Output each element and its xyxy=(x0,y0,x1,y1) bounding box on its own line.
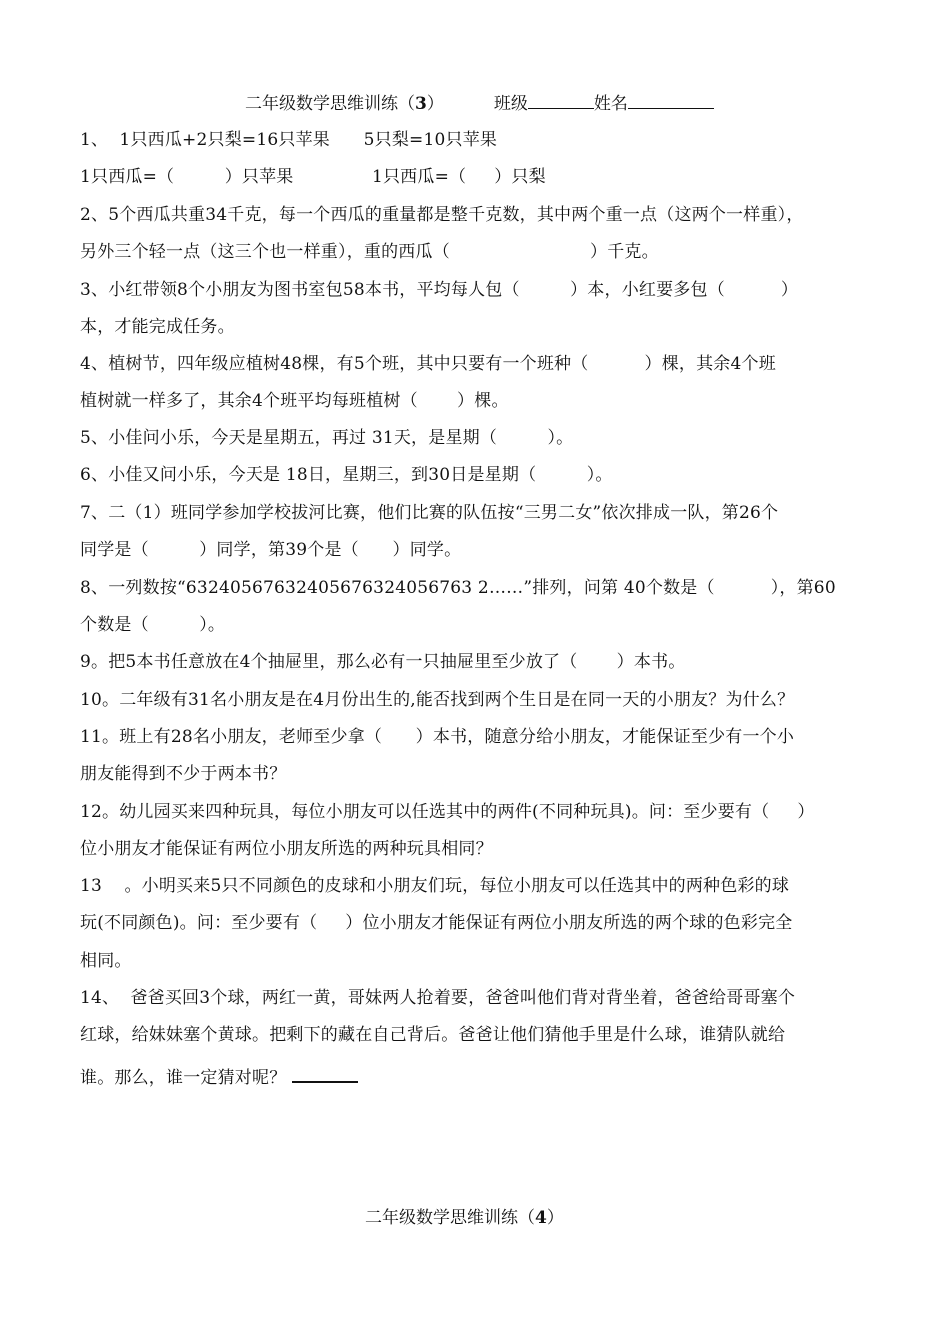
question-line: 相同。 xyxy=(80,951,132,971)
question-line: 植树就一样多了，其余4个班平均每班植树（ ）棵。 xyxy=(80,391,509,411)
question-line: 1只西瓜=（ ）只苹果 1只西瓜=（ ）只梨 xyxy=(80,167,546,187)
question-line: 朋友能得到不少于两本书？ xyxy=(80,764,287,784)
next-title-number: 4 xyxy=(535,1208,547,1228)
question-line: 12。幼儿园买来四种玩具，每位小朋友可以任选其中的两件(不同种玩具)。问：至少要有（ ） xyxy=(80,802,815,822)
class-label: 班级 xyxy=(493,94,528,114)
worksheet-header xyxy=(245,92,714,114)
worksheet-title-close: ） xyxy=(426,94,444,114)
question-line: 个数是（ ）。 xyxy=(80,615,226,635)
name-label: 姓名 xyxy=(593,94,628,114)
next-title-close: ） xyxy=(546,1208,564,1228)
question-line: 4、植树节，四年级应植树48棵，有5个班，其中只要有一个班种（ ）棵，其余4个班 xyxy=(80,354,776,374)
question-line: 7、二（1）班同学参加学校拔河比赛，他们比赛的队伍按“三男二女”依次排成一队，第26个 xyxy=(80,503,779,523)
question-line: 同学是（ ）同学，第39个是（ ）同学。 xyxy=(80,540,462,560)
question-line: 3、小红带领8个小朋友为图书室包58本书，平均每人包（ ）本，小红要多包（ ） xyxy=(80,280,799,300)
question-line: 位小朋友才能保证有两位小朋友所选的两种玩具相同？ xyxy=(80,839,493,859)
question-line: 10。二年级有31名小朋友是在4月份出生的,能否找到两个生日是在同一天的小朋友？为什么？ xyxy=(80,690,795,710)
question-line: 2、5个西瓜共重34千克，每一个西瓜的重量都是整千克数，其中两个重一点（这两个一样重）， xyxy=(80,205,804,225)
question-line: 本，才能完成任务。 xyxy=(80,317,235,337)
question-line: 另外三个轻一点（这三个也一样重），重的西瓜（ ）千克。 xyxy=(80,242,659,262)
question-line: 13 。小明买来5只不同颜色的皮球和小朋友们玩，每位小朋友可以任选其中的两种色彩的球 xyxy=(80,876,790,896)
question-line-last xyxy=(80,1063,880,1088)
next-worksheet-title xyxy=(365,1208,564,1228)
question-line: 玩(不同颜色)。问：至少要有（ ）位小朋友才能保证有两位小朋友所选的两个球的色彩完全 xyxy=(80,913,793,933)
question-line: 11。班上有28名小朋友，老师至少拿（ ）本书，随意分给小朋友，才能保证至少有一个小 xyxy=(80,727,795,747)
answer-blank[interactable] xyxy=(292,1063,358,1083)
question-line: 8、一列数按“63240567632405676324056763 2……”排列，问第 40个数是（ ），第60 xyxy=(80,578,836,598)
worksheet-title-number: 3 xyxy=(415,94,427,114)
worksheet-title: 二年级数学思维训练（ xyxy=(245,94,415,114)
question-line: 14、 爸爸买回3个球，两红一黄，哥妹两人抢着要，爸爸叫他们背对背坐着，爸爸给哥哥塞个 xyxy=(80,988,796,1008)
next-title-text: 二年级数学思维训练（ xyxy=(365,1208,535,1228)
question-line: 红球，给妹妹塞个黄球。把剩下的藏在自己背后。爸爸让他们猜他手里是什么球，谁猜队就给 xyxy=(80,1025,786,1045)
question-line: 9。把5本书任意放在4个抽屉里，那么必有一只抽屉里至少放了（ ）本书。 xyxy=(80,652,686,672)
question-line: 1、 1只西瓜+2只梨=16只苹果 5只梨=10只苹果 xyxy=(80,130,498,150)
question-line: 6、小佳又问小乐，今天是 18日，星期三，到30日是星期（ ）。 xyxy=(80,465,613,485)
question-line: 5、小佳问小乐，今天是星期五，再过 31天，是星期（ ）。 xyxy=(80,428,574,448)
name-blank[interactable] xyxy=(628,92,714,109)
question-text: 谁。那么，谁一定猜对呢？ xyxy=(80,1068,287,1088)
class-blank[interactable] xyxy=(528,92,594,109)
